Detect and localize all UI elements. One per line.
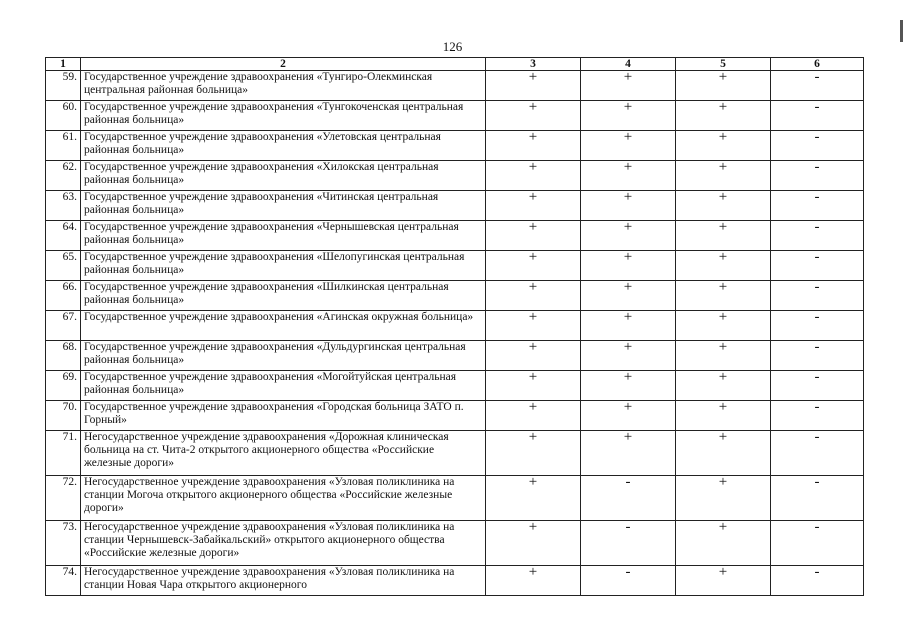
institution-name: Государственное учреждение здравоохранения «Шелопугинская центральная районная больница» bbox=[81, 251, 486, 281]
table-row bbox=[46, 131, 864, 161]
cell-col5: + bbox=[676, 221, 771, 251]
cell-col3: + bbox=[486, 371, 581, 401]
cell-col3: + bbox=[486, 311, 581, 341]
row-number: 63. bbox=[46, 191, 81, 221]
row-number: 71. bbox=[46, 431, 81, 476]
row-number: 72. bbox=[46, 476, 81, 521]
table-row bbox=[46, 521, 864, 566]
row-number: 65. bbox=[46, 251, 81, 281]
cell-col3: + bbox=[486, 251, 581, 281]
table-row bbox=[46, 401, 864, 431]
cell-col5: + bbox=[676, 101, 771, 131]
institution-name: Негосударственное учреждение здравоохранения «Узловая поликлиника на станции Могоча открытого акционерного общества «Российские железные дороги» bbox=[81, 476, 486, 521]
row-number: 62. bbox=[46, 161, 81, 191]
cell-col6: - bbox=[771, 431, 864, 476]
column-header: 3 bbox=[486, 58, 581, 71]
cell-col6: - bbox=[771, 401, 864, 431]
cell-col4: + bbox=[581, 311, 676, 341]
cell-col5: + bbox=[676, 251, 771, 281]
cell-col6: - bbox=[771, 566, 864, 596]
cell-col4: + bbox=[581, 191, 676, 221]
cell-col6: - bbox=[771, 131, 864, 161]
row-number: 69. bbox=[46, 371, 81, 401]
cell-col3: + bbox=[486, 101, 581, 131]
column-header: 2 bbox=[81, 58, 486, 71]
cell-col6: - bbox=[771, 371, 864, 401]
table-row bbox=[46, 566, 864, 596]
institution-name: Государственное учреждение здравоохранения «Чернышевская центральная районная больница» bbox=[81, 221, 486, 251]
cell-col3: + bbox=[486, 431, 581, 476]
cell-col5: + bbox=[676, 311, 771, 341]
cell-col6: - bbox=[771, 311, 864, 341]
institution-name: Государственное учреждение здравоохранения «Городская больница ЗАТО п. Горный» bbox=[81, 401, 486, 431]
cell-col6: - bbox=[771, 281, 864, 311]
table-row bbox=[46, 281, 864, 311]
table-row bbox=[46, 101, 864, 131]
cell-col4: + bbox=[581, 221, 676, 251]
row-number: 67. bbox=[46, 311, 81, 341]
cell-col6: - bbox=[771, 476, 864, 521]
cell-col5: + bbox=[676, 161, 771, 191]
cell-col5: + bbox=[676, 281, 771, 311]
cell-col3: + bbox=[486, 71, 581, 101]
table-row bbox=[46, 311, 864, 341]
cell-col4: - bbox=[581, 521, 676, 566]
table-row bbox=[46, 161, 864, 191]
institution-name: Государственное учреждение здравоохранения «Тунгиро-Олекминская центральная районная больница» bbox=[81, 71, 486, 101]
column-header: 1 bbox=[46, 58, 81, 71]
row-number: 74. bbox=[46, 566, 81, 596]
cell-col3: + bbox=[486, 341, 581, 371]
cell-col3: + bbox=[486, 161, 581, 191]
institution-name: Негосударственное учреждение здравоохранения «Узловая поликлиника на станции Новая Чара открытого акционерного bbox=[81, 566, 486, 596]
cell-col4: + bbox=[581, 431, 676, 476]
cell-col6: - bbox=[771, 221, 864, 251]
row-number: 70. bbox=[46, 401, 81, 431]
column-header: 5 bbox=[676, 58, 771, 71]
cell-col6: - bbox=[771, 161, 864, 191]
table-row bbox=[46, 251, 864, 281]
cell-col4: + bbox=[581, 251, 676, 281]
institution-name: Государственное учреждение здравоохранения «Агинская окружная больница» bbox=[81, 311, 486, 341]
cell-col6: - bbox=[771, 251, 864, 281]
row-number: 60. bbox=[46, 101, 81, 131]
cell-col5: + bbox=[676, 191, 771, 221]
cell-col3: + bbox=[486, 521, 581, 566]
cell-col5: + bbox=[676, 566, 771, 596]
page-number: 126 bbox=[442, 39, 463, 54]
institution-name: Негосударственное учреждение здравоохранения «Дорожная клиническая больница на ст. Чита-2 открытого акционерного общества «Российские железные дороги» bbox=[81, 431, 486, 476]
cell-col5: + bbox=[676, 341, 771, 371]
cell-col5: + bbox=[676, 476, 771, 521]
cell-col3: + bbox=[486, 131, 581, 161]
cell-col5: + bbox=[676, 371, 771, 401]
cell-col5: + bbox=[676, 431, 771, 476]
row-number: 64. bbox=[46, 221, 81, 251]
cell-col4: + bbox=[581, 371, 676, 401]
cell-col4: + bbox=[581, 161, 676, 191]
row-number: 68. bbox=[46, 341, 81, 371]
cell-col5: + bbox=[676, 71, 771, 101]
hospital-table bbox=[45, 57, 864, 596]
cell-col3: + bbox=[486, 191, 581, 221]
row-number: 66. bbox=[46, 281, 81, 311]
table-row bbox=[46, 431, 864, 476]
institution-name: Негосударственное учреждение здравоохранения «Узловая поликлиника на станции Чернышевск-Забайкальский» открытого акционерного общества «Российские железные дороги» bbox=[81, 521, 486, 566]
table-row bbox=[46, 371, 864, 401]
cell-col6: - bbox=[771, 191, 864, 221]
edge-mark bbox=[900, 20, 903, 42]
institution-name: Государственное учреждение здравоохранения «Дульдургинская центральная районная больница» bbox=[81, 341, 486, 371]
cell-col6: - bbox=[771, 101, 864, 131]
cell-col3: + bbox=[486, 281, 581, 311]
cell-col4: - bbox=[581, 476, 676, 521]
cell-col4: + bbox=[581, 71, 676, 101]
table-row bbox=[46, 476, 864, 521]
table-row bbox=[46, 71, 864, 101]
institution-name: Государственное учреждение здравоохранения «Шилкинская центральная районная больница» bbox=[81, 281, 486, 311]
table-row bbox=[46, 341, 864, 371]
cell-col4: + bbox=[581, 341, 676, 371]
cell-col4: - bbox=[581, 566, 676, 596]
cell-col5: + bbox=[676, 131, 771, 161]
cell-col6: - bbox=[771, 341, 864, 371]
cell-col3: + bbox=[486, 401, 581, 431]
cell-col6: - bbox=[771, 521, 864, 566]
cell-col6: - bbox=[771, 71, 864, 101]
cell-col4: + bbox=[581, 281, 676, 311]
institution-name: Государственное учреждение здравоохранения «Улетовская центральная районная больница» bbox=[81, 131, 486, 161]
cell-col3: + bbox=[486, 566, 581, 596]
row-number: 73. bbox=[46, 521, 81, 566]
column-header: 6 bbox=[771, 58, 864, 71]
header-row bbox=[46, 58, 864, 71]
cell-col4: + bbox=[581, 101, 676, 131]
cell-col3: + bbox=[486, 476, 581, 521]
table-row bbox=[46, 221, 864, 251]
institution-name: Государственное учреждение здравоохранения «Тунгокоченская центральная районная больница» bbox=[81, 101, 486, 131]
row-number: 61. bbox=[46, 131, 81, 161]
column-header: 4 bbox=[581, 58, 676, 71]
cell-col5: + bbox=[676, 401, 771, 431]
institution-name: Государственное учреждение здравоохранения «Могойтуйская центральная районная больница» bbox=[81, 371, 486, 401]
cell-col5: + bbox=[676, 521, 771, 566]
institution-name: Государственное учреждение здравоохранения «Хилокская центральная районная больница» bbox=[81, 161, 486, 191]
cell-col4: + bbox=[581, 131, 676, 161]
institution-name: Государственное учреждение здравоохранения «Читинская центральная районная больница» bbox=[81, 191, 486, 221]
table-row bbox=[46, 191, 864, 221]
row-number: 59. bbox=[46, 71, 81, 101]
cell-col3: + bbox=[486, 221, 581, 251]
cell-col4: + bbox=[581, 401, 676, 431]
